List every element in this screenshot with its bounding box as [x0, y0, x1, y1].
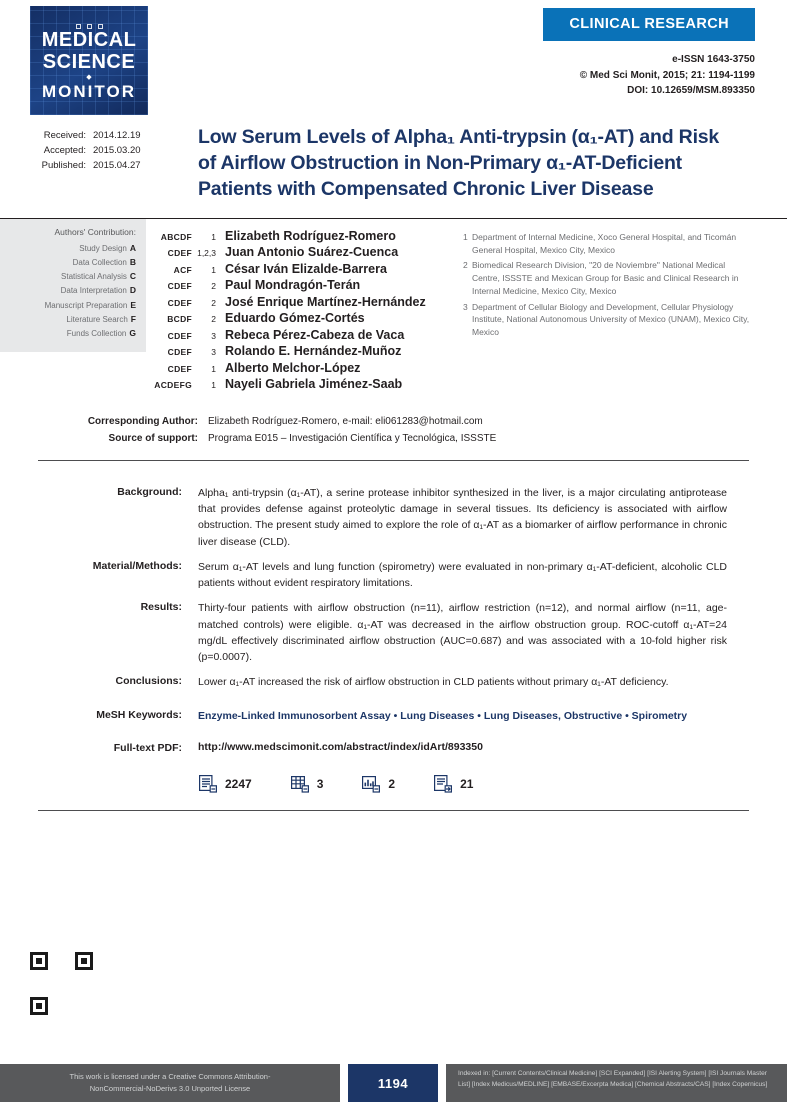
journal-logo [30, 6, 148, 115]
author-affiliation-refs: 1 [211, 264, 216, 275]
logo-text-monitor: MONITOR [42, 81, 136, 101]
clinical-research-banner: CLINICAL RESEARCH [543, 8, 755, 41]
correspondence-block [0, 416, 787, 444]
page-header [0, 0, 787, 115]
author-contribution-codes: ACF [173, 264, 192, 275]
abstract-section [0, 485, 787, 754]
author-row [148, 278, 463, 292]
author-row [148, 245, 463, 259]
author-name: Nayeli Gabriela Jiménez-Saab [225, 377, 403, 392]
author-contribution-codes: ABCDF [160, 231, 192, 242]
author-affiliation-refs: 3 [211, 347, 216, 358]
source-of-support-value: Programa E015 – Investigación Científica y Tecnológica, ISSSTE [208, 432, 497, 444]
author-name: Rolando E. Hernández-Muñoz [225, 344, 402, 359]
author-contribution-codes: CDEF [167, 363, 192, 374]
author-row [148, 344, 463, 358]
author-affiliation-refs: 2 [211, 314, 216, 325]
references-count-value: 21 [460, 776, 474, 791]
contribution-item: Manuscript Preparation E [44, 299, 136, 310]
author-row [148, 295, 463, 309]
contribution-item: Statistical Analysis C [61, 271, 136, 282]
mesh-keywords-value: Enzyme-Linked Immunosorbent Assay • Lung Diseases • Lung Diseases, Obstructive • Spirometry [198, 709, 688, 722]
article-title: Low Serum Levels of Alpha₁ Anti-trypsin (α₁-AT) and Risk of Airflow Obstruction in Non-Primary α₁-AT-Deficient Patients with Compensated Chronic Liver Disease [198, 126, 720, 200]
authors-section [0, 218, 787, 408]
author-row [148, 262, 463, 276]
author-affiliation-refs: 1,2,3 [197, 248, 216, 259]
background-label: Background: [117, 485, 182, 498]
author-row [148, 377, 463, 391]
published-label: Published: [41, 160, 86, 171]
author-name: Elizabeth Rodríguez-Romero [225, 228, 396, 243]
author-name: Juan Antonio Suárez-Cuenca [225, 245, 399, 260]
figures-count-value: 2 [388, 776, 396, 791]
word-count-icon [198, 774, 218, 794]
contribution-item: Literature Search F [66, 313, 136, 324]
author-affiliation-refs: 3 [211, 330, 216, 341]
author-contribution-codes: ACDEFG [154, 380, 192, 391]
tables-count-value: 3 [316, 776, 324, 791]
figures-metric [361, 774, 395, 794]
page-footer [0, 1064, 787, 1102]
fulltext-pdf-label: Full-text PDF: [113, 741, 182, 754]
word-count-metric [198, 774, 252, 794]
contribution-item: Data Collection B [72, 256, 136, 267]
conclusions-text: Lower α₁-AT increased the risk of airflow obstruction in CLD patients without primary α₁-AT deficiency. [198, 676, 669, 689]
author-contribution-codes: CDEF [167, 297, 192, 308]
author-name: Alberto Melchor-López [225, 360, 361, 375]
methods-label: Material/Methods: [92, 559, 182, 572]
license-note: This work is licensed under a Creative Commons Attribution-NonCommercial-NoDerivs 3.0 Unported License [0, 1064, 340, 1102]
author-row [148, 328, 463, 342]
contribution-heading: Authors' Contribution: [54, 226, 136, 237]
authors-list [146, 219, 463, 408]
doi-text: DOI: 10.12659/MSM.893350 [627, 85, 755, 96]
eissn-text: e-ISSN 1643-3750 [672, 54, 755, 65]
article-metrics [198, 774, 787, 794]
tables-icon [290, 774, 310, 794]
article-dates [34, 125, 156, 203]
word-count-value: 2247 [225, 776, 252, 791]
abstract-methods-row [0, 559, 787, 592]
fulltext-pdf-row [0, 741, 787, 754]
author-name: Paul Mondragón-Terán [225, 278, 361, 293]
contribution-item: Study Design A [79, 242, 136, 253]
accepted-label: Accepted: [43, 145, 86, 156]
author-name: José Enrique Martínez-Hernández [225, 294, 426, 309]
source-of-support-label: Source of support: [108, 432, 198, 444]
accepted-date: 2015.03.20 [93, 145, 141, 156]
author-contribution-codes: CDEF [167, 330, 192, 341]
author-affiliation-refs: 1 [211, 231, 216, 242]
authors-contribution-legend [0, 219, 146, 352]
affiliations-list [463, 219, 755, 408]
author-name: César Iván Elizalde-Barrera [225, 261, 387, 276]
divider-top [38, 460, 749, 461]
logo-diamond-icon: ◆ [86, 73, 92, 81]
logo-text-science: SCIENCE [42, 51, 136, 74]
received-label: Received: [43, 130, 86, 141]
author-affiliation-refs: 2 [211, 297, 216, 308]
affiliation-item: 3 Department of Cellular Biology and Development, Cellular Physiology Institute, National Autonomous University of Mexico (UNAM), Mexico City, Mexico [463, 301, 750, 338]
author-row [148, 229, 463, 243]
title-row [0, 115, 787, 203]
references-metric [433, 774, 473, 794]
contribution-item: Funds Collection G [66, 327, 136, 338]
results-label: Results: [140, 601, 182, 614]
divider-bottom [38, 810, 749, 811]
received-date: 2014.12.19 [93, 130, 141, 141]
logo-mini-icons [30, 16, 148, 24]
fulltext-pdf-link[interactable]: http://www.medscimonit.com/abstract/index/idArt/893350 [198, 740, 483, 753]
author-name: Rebeca Pérez-Cabeza de Vaca [225, 327, 405, 342]
methods-text: Serum α₁-AT levels and lung function (spirometry) were evaluated in non-primary α₁-AT-deficient, alcoholic CLD patients without evident respiratory limitations. [198, 560, 727, 590]
author-affiliation-refs: 1 [211, 380, 216, 391]
journal-meta [580, 52, 755, 99]
author-affiliation-refs: 2 [211, 281, 216, 292]
abstract-background-row [0, 485, 787, 550]
corresponding-author-label: Corresponding Author: [87, 415, 198, 427]
published-date: 2015.04.27 [93, 160, 141, 171]
qr-code [30, 952, 96, 1018]
author-row [148, 361, 463, 375]
citation-text: © Med Sci Monit, 2015; 21: 1194-1199 [579, 69, 755, 81]
conclusions-label: Conclusions: [115, 675, 182, 688]
author-affiliation-refs: 1 [211, 363, 216, 374]
author-row [148, 311, 463, 325]
author-contribution-codes: BCDF [167, 314, 192, 325]
figures-icon [361, 774, 381, 794]
affiliation-item: 2 Biomedical Research Division, "20 de Noviembre" National Medical Centre, ISSSTE and Mexican Group for Basic and Clinical Research in Internal Medicine, Mexico City, Mexico [463, 260, 739, 296]
author-contribution-codes: CDEF [167, 281, 192, 292]
abstract-results-row [0, 600, 787, 665]
author-contribution-codes: CDEF [167, 248, 192, 259]
mesh-keywords-row [0, 708, 787, 724]
corresponding-author-value[interactable]: Elizabeth Rodríguez-Romero, e-mail: eli061283@hotmail.com [208, 415, 483, 427]
contribution-item: Data Interpretation D [60, 285, 136, 296]
affiliation-item: 1 Department of Internal Medicine, Xoco General Hospital, and Ticomán General Hospital, Mexico City, Mexico [463, 231, 737, 255]
background-text: Alpha₁ anti-trypsin (α₁-AT), a serine protease inhibitor synthesized in the liver, is a major circulating antiprotease that provides defense against proteolytic damage in several tissues. Its deficiency is associated with airflow obstruction. The present study aimed to explore the role of α₁-AT as a biomarker of airflow performance in chronic liver disease (CLD). [198, 486, 727, 548]
logo-text-medical: MEDICAL [41, 29, 137, 51]
references-icon [433, 774, 453, 794]
author-name: Eduardo Gómez-Cortés [225, 311, 365, 326]
page-number: 1194 [348, 1064, 438, 1102]
results-text: Thirty-four patients with airflow obstruction (n=11), airflow restriction (n=12), and normal airflow (n=11, age-matched controls) were eligible. α₁-AT was decreased in the airflow obstruction group. ROC-cutoff α₁-AT=24 mg/dL effectively discriminated airflow obstruction (AUC=0.687) and was associated with a 10-fold higher risk (p=0.0007). [198, 602, 727, 664]
tables-metric [290, 774, 324, 794]
mesh-keywords-label: MeSH Keywords: [96, 708, 182, 721]
author-contribution-codes: CDEF [167, 347, 192, 358]
indexing-note: Indexed in: [Current Contents/Clinical Medicine] [SCI Expanded] [ISI Alerting System] [ISI Journals Master List] [Index Medicus/MEDLINE] [EMBASE/Excerpta Medica] [Chemical Abstracts/CAS] [Index Copernicus] [446, 1064, 787, 1102]
abstract-conclusions-row [0, 674, 787, 690]
